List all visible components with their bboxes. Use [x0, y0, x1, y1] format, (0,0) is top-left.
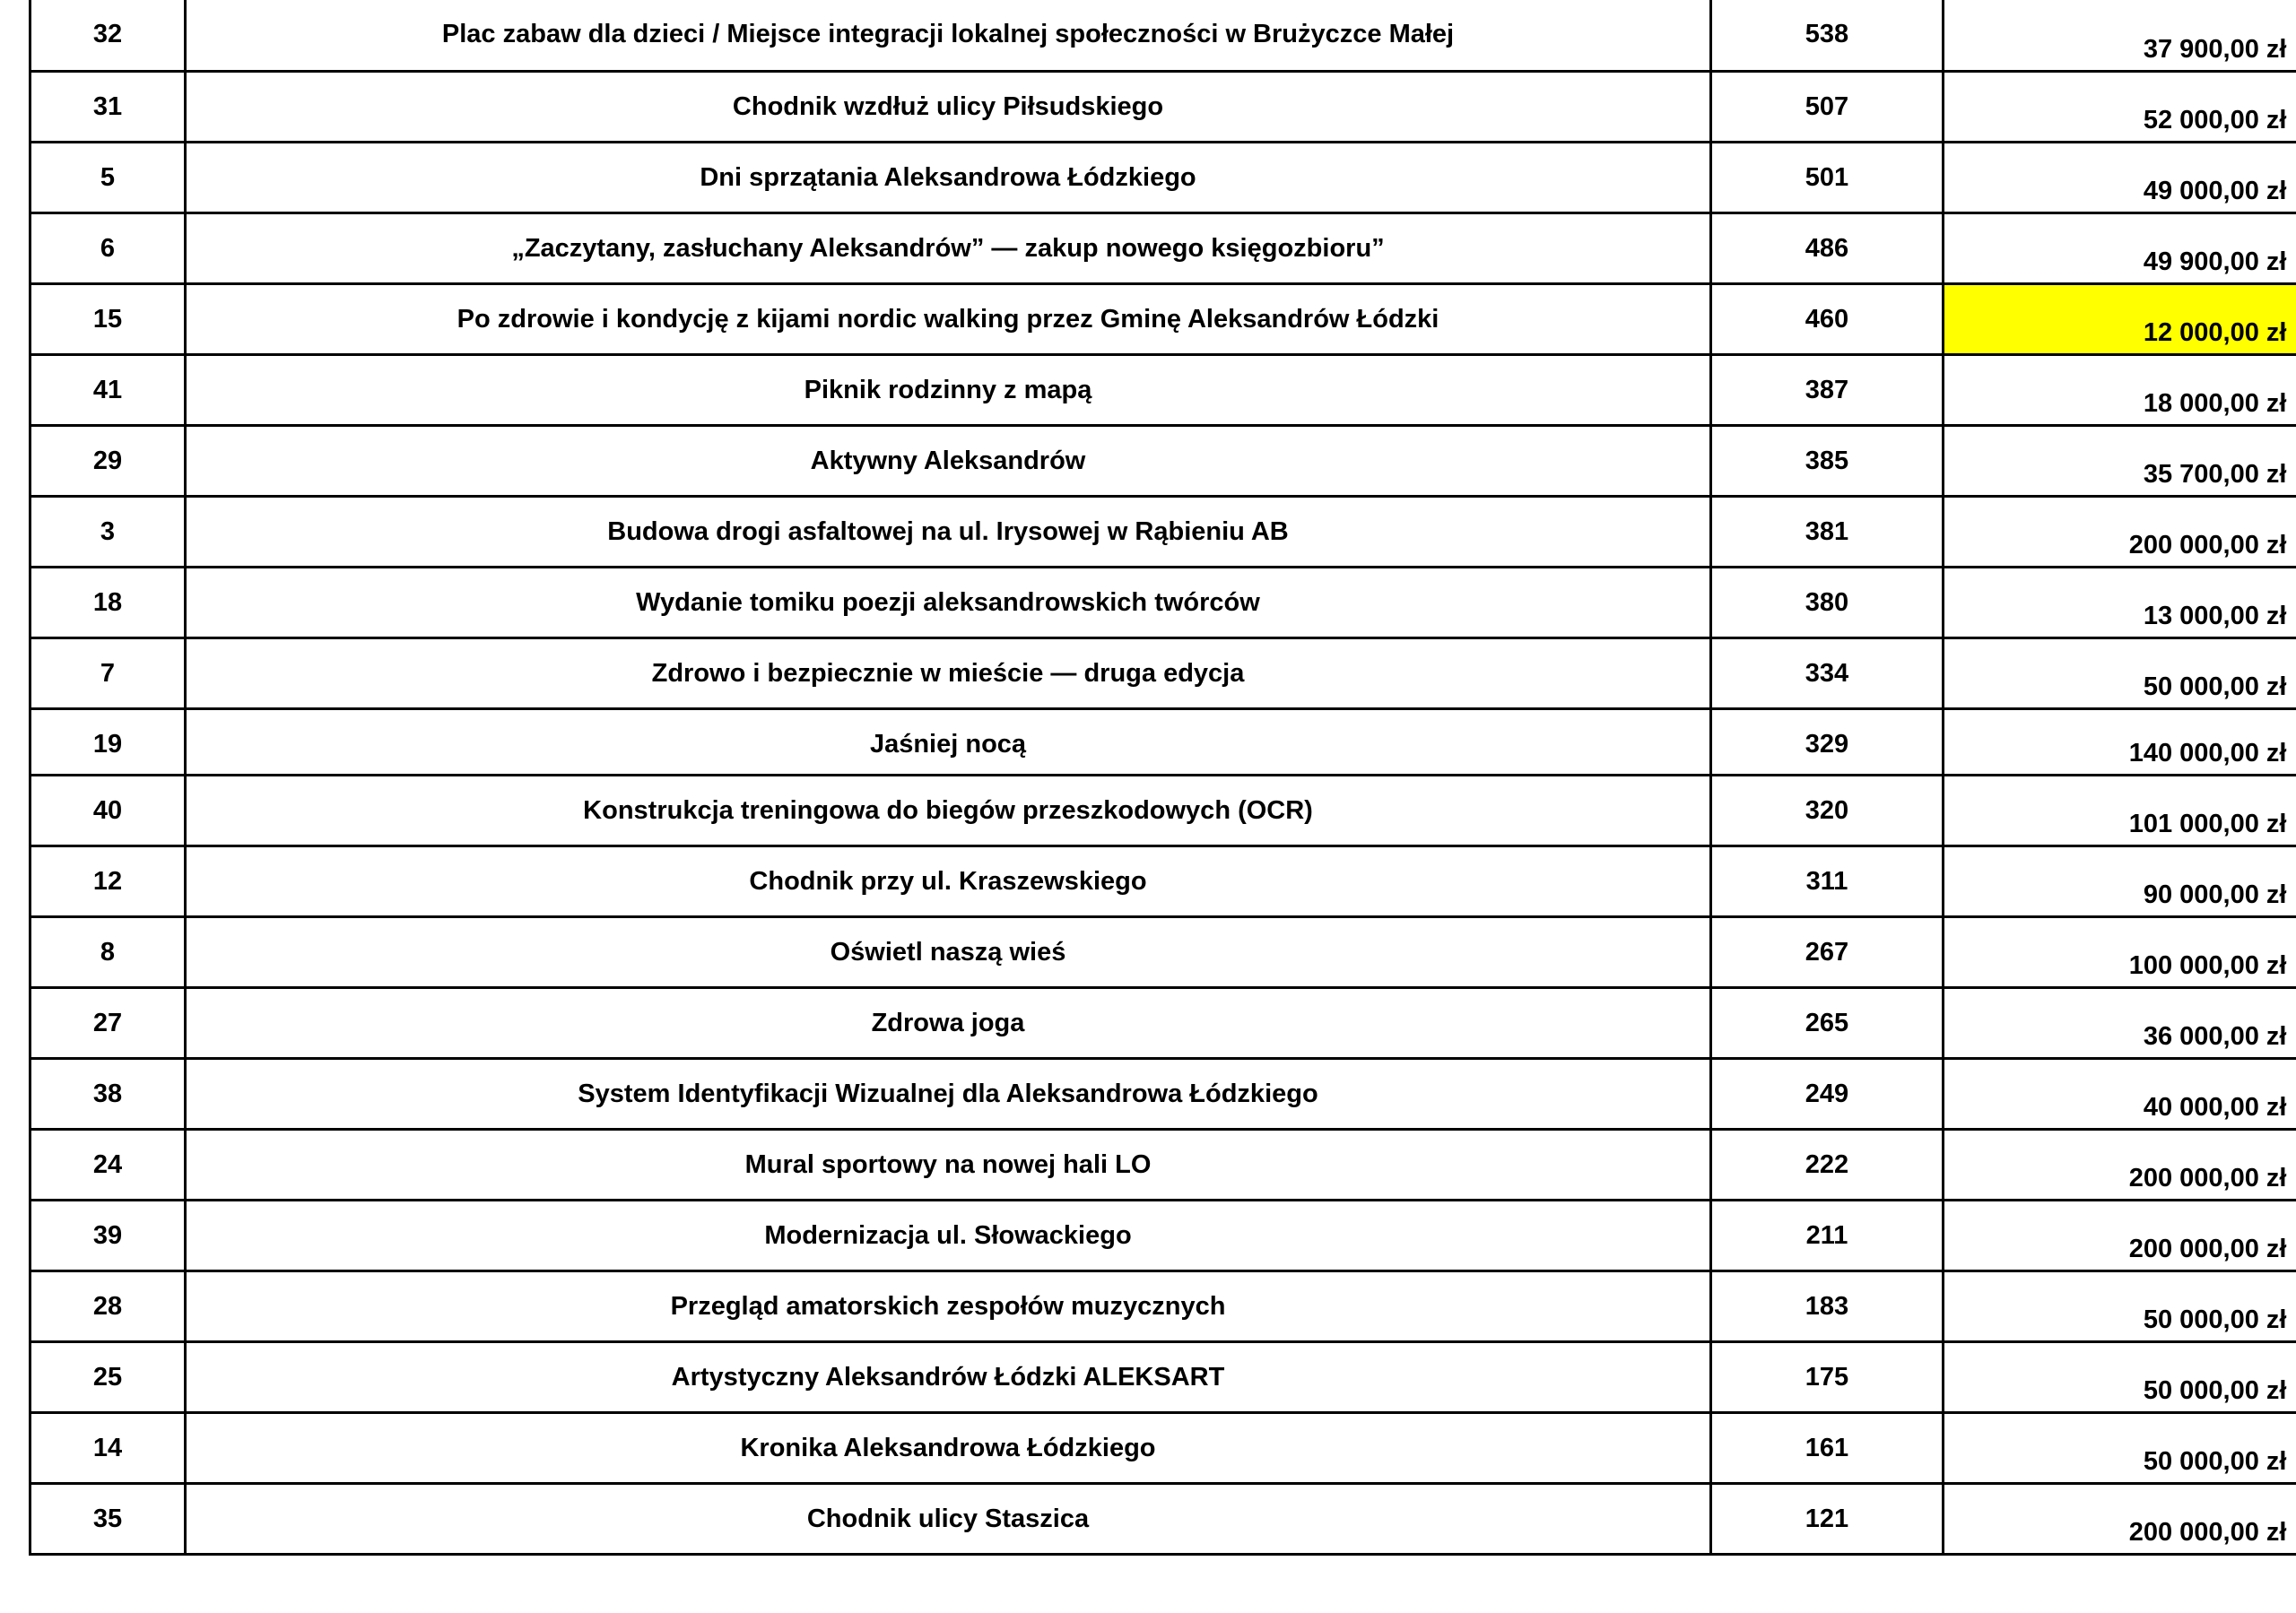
- project-name-cell: Plac zabaw dla dzieci / Miejsce integracji lokalnej społeczności w Brużyczce Małej: [186, 0, 1711, 71]
- table-row: [30, 425, 2296, 496]
- project-name-cell: Zdrowo i bezpiecznie w mieście — druga edycja: [186, 637, 1711, 708]
- cost-cell: 13 000,00 zł: [1944, 567, 2296, 637]
- project-name-cell: Wydanie tomiku poezji aleksandrowskich twórców: [186, 567, 1711, 637]
- project-id-cell: 7: [30, 637, 186, 708]
- cost-cell: 101 000,00 zł: [1944, 775, 2296, 846]
- votes-cell: 211: [1711, 1200, 1944, 1270]
- cost-cell: 50 000,00 zł: [1944, 1412, 2296, 1483]
- votes-cell: 380: [1711, 567, 1944, 637]
- table-row: [30, 708, 2296, 775]
- project-id-cell: 19: [30, 708, 186, 775]
- cost-cell: 200 000,00 zł: [1944, 1483, 2296, 1554]
- project-id-cell: 15: [30, 283, 186, 354]
- cost-cell: 49 000,00 zł: [1944, 142, 2296, 212]
- project-name-cell: Budowa drogi asfaltowej na ul. Irysowej w Rąbieniu AB: [186, 496, 1711, 567]
- cost-cell: 90 000,00 zł: [1944, 846, 2296, 916]
- table-row: [30, 1483, 2296, 1554]
- table-row: [30, 846, 2296, 916]
- cost-cell: 40 000,00 zł: [1944, 1058, 2296, 1129]
- project-name-cell: Przegląd amatorskich zespołów muzycznych: [186, 1270, 1711, 1341]
- votes-cell: 507: [1711, 71, 1944, 142]
- project-id-cell: 28: [30, 1270, 186, 1341]
- votes-cell: 249: [1711, 1058, 1944, 1129]
- project-name-cell: Po zdrowie i kondycję z kijami nordic walking przez Gminę Aleksandrów Łódzki: [186, 283, 1711, 354]
- project-id-cell: 31: [30, 71, 186, 142]
- cost-cell: 50 000,00 zł: [1944, 1341, 2296, 1412]
- project-name-cell: Chodnik ulicy Staszica: [186, 1483, 1711, 1554]
- cost-cell: 37 900,00 zł: [1944, 0, 2296, 71]
- votes-cell: 183: [1711, 1270, 1944, 1341]
- cost-cell: 49 900,00 zł: [1944, 212, 2296, 283]
- project-id-cell: 18: [30, 567, 186, 637]
- table-body: [30, 0, 2296, 1554]
- project-name-cell: Modernizacja ul. Słowackiego: [186, 1200, 1711, 1270]
- votes-cell: 222: [1711, 1129, 1944, 1200]
- project-name-cell: Artystyczny Aleksandrów Łódzki ALEKSART: [186, 1341, 1711, 1412]
- project-id-cell: 6: [30, 212, 186, 283]
- project-id-cell: 8: [30, 916, 186, 987]
- project-name-cell: Aktywny Aleksandrów: [186, 425, 1711, 496]
- project-id-cell: 32: [30, 0, 186, 71]
- votes-cell: 265: [1711, 987, 1944, 1058]
- table-row: [30, 212, 2296, 283]
- project-id-cell: 5: [30, 142, 186, 212]
- cost-cell: 12 000,00 zł: [1944, 283, 2296, 354]
- project-id-cell: 24: [30, 1129, 186, 1200]
- project-id-cell: 41: [30, 354, 186, 425]
- votes-cell: 387: [1711, 354, 1944, 425]
- cost-cell: 200 000,00 zł: [1944, 1129, 2296, 1200]
- project-name-cell: Mural sportowy na nowej hali LO: [186, 1129, 1711, 1200]
- votes-cell: 460: [1711, 283, 1944, 354]
- project-name-cell: Jaśniej nocą: [186, 708, 1711, 775]
- project-name-cell: Chodnik wzdłuż ulicy Piłsudskiego: [186, 71, 1711, 142]
- project-name-cell: Oświetl naszą wieś: [186, 916, 1711, 987]
- cost-cell: 35 700,00 zł: [1944, 425, 2296, 496]
- project-id-cell: 27: [30, 987, 186, 1058]
- table-row: [30, 987, 2296, 1058]
- table-row: [30, 1270, 2296, 1341]
- votes-cell: 320: [1711, 775, 1944, 846]
- project-name-cell: Dni sprzątania Aleksandrowa Łódzkiego: [186, 142, 1711, 212]
- cost-cell: 200 000,00 zł: [1944, 1200, 2296, 1270]
- project-name-cell: Zdrowa joga: [186, 987, 1711, 1058]
- project-id-cell: 29: [30, 425, 186, 496]
- project-id-cell: 40: [30, 775, 186, 846]
- project-name-cell: Piknik rodzinny z mapą: [186, 354, 1711, 425]
- cost-cell: 52 000,00 zł: [1944, 71, 2296, 142]
- cost-cell: 100 000,00 zł: [1944, 916, 2296, 987]
- votes-cell: 385: [1711, 425, 1944, 496]
- project-id-cell: 39: [30, 1200, 186, 1270]
- table-row: [30, 567, 2296, 637]
- table-row: [30, 354, 2296, 425]
- cost-cell: 50 000,00 zł: [1944, 637, 2296, 708]
- table-row: [30, 0, 2296, 71]
- votes-cell: 121: [1711, 1483, 1944, 1554]
- table-row: [30, 916, 2296, 987]
- table-row: [30, 71, 2296, 142]
- votes-cell: 501: [1711, 142, 1944, 212]
- table-row: [30, 1341, 2296, 1412]
- project-id-cell: 12: [30, 846, 186, 916]
- project-name-cell: Chodnik przy ul. Kraszewskiego: [186, 846, 1711, 916]
- cost-cell: 140 000,00 zł: [1944, 708, 2296, 775]
- table-row: [30, 1412, 2296, 1483]
- cost-cell: 200 000,00 zł: [1944, 496, 2296, 567]
- project-id-cell: 38: [30, 1058, 186, 1129]
- votes-cell: 311: [1711, 846, 1944, 916]
- votes-cell: 161: [1711, 1412, 1944, 1483]
- votes-cell: 538: [1711, 0, 1944, 71]
- table-row: [30, 637, 2296, 708]
- project-name-cell: Konstrukcja treningowa do biegów przeszkodowych (OCR): [186, 775, 1711, 846]
- project-id-cell: 25: [30, 1341, 186, 1412]
- table-row: [30, 1200, 2296, 1270]
- project-name-cell: System Identyfikacji Wizualnej dla Aleksandrowa Łódzkiego: [186, 1058, 1711, 1129]
- results-table: [29, 0, 2296, 1556]
- votes-cell: 486: [1711, 212, 1944, 283]
- votes-cell: 329: [1711, 708, 1944, 775]
- votes-cell: 267: [1711, 916, 1944, 987]
- table-row: [30, 142, 2296, 212]
- project-id-cell: 35: [30, 1483, 186, 1554]
- cost-cell: 50 000,00 zł: [1944, 1270, 2296, 1341]
- table-row: [30, 1129, 2296, 1200]
- votes-cell: 175: [1711, 1341, 1944, 1412]
- project-name-cell: Kronika Aleksandrowa Łódzkiego: [186, 1412, 1711, 1483]
- votes-cell: 334: [1711, 637, 1944, 708]
- project-id-cell: 14: [30, 1412, 186, 1483]
- table-row: [30, 496, 2296, 567]
- table-row: [30, 775, 2296, 846]
- votes-cell: 381: [1711, 496, 1944, 567]
- table-row: [30, 1058, 2296, 1129]
- project-name-cell: „Zaczytany, zasłuchany Aleksandrów” — zakup nowego księgozbioru”: [186, 212, 1711, 283]
- table-row: [30, 283, 2296, 354]
- cost-cell: 36 000,00 zł: [1944, 987, 2296, 1058]
- cost-cell: 18 000,00 zł: [1944, 354, 2296, 425]
- project-id-cell: 3: [30, 496, 186, 567]
